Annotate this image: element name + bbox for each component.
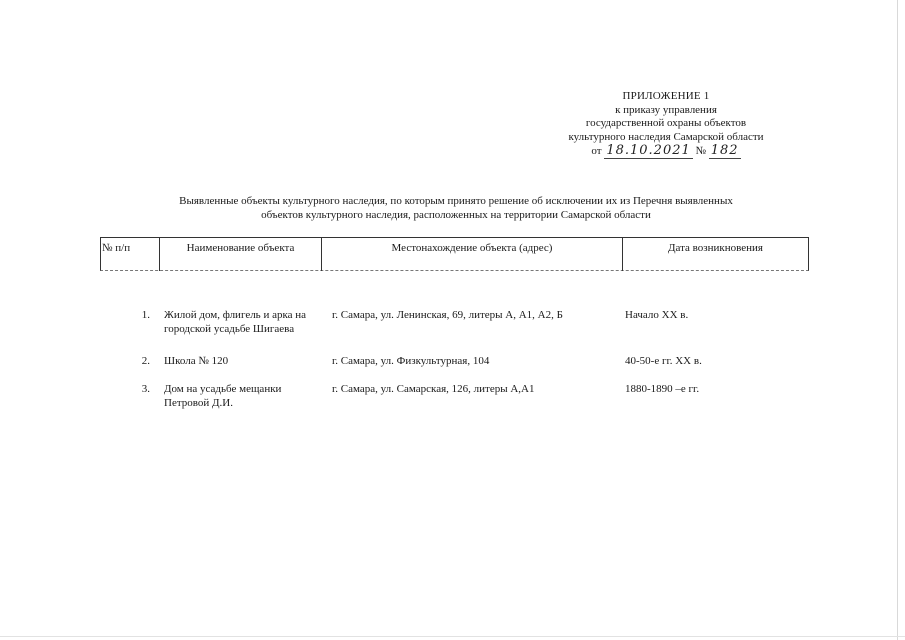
date-prefix: от — [591, 145, 602, 157]
appendix-date-line — [540, 144, 792, 159]
object-name: Дом на усадьбе мещанки Петровой Д.И. — [164, 383, 282, 409]
appendix-line-department: государственной охраны объектов — [585, 117, 747, 129]
appendix-line-region: культурного наследия Самарской области — [568, 130, 764, 143]
objects-table — [100, 237, 809, 409]
row-number: 3. — [141, 383, 150, 395]
document-heading — [100, 194, 812, 222]
row-number: 2. — [141, 355, 150, 367]
object-date: 1880-1890 –е гг. — [625, 383, 700, 395]
row-number: 1. — [141, 309, 150, 321]
table-header — [100, 237, 809, 271]
appendix-line-order: к приказу управления — [615, 103, 717, 116]
column-header-name: Наименование объекта — [159, 238, 321, 271]
heading-line-2: объектов культурного наследия, расположенных на территории Самарской области — [261, 209, 651, 221]
column-header-address: Местонахождение объекта (адрес) — [321, 238, 622, 271]
object-name: Жилой дом, флигель и арка на городской усадьбе Шигаева — [164, 309, 307, 335]
page-edge-right — [897, 0, 898, 640]
number-sign: № — [695, 145, 707, 157]
appendix-title: ПРИЛОЖЕНИЕ 1 — [622, 90, 710, 102]
column-header-number: № п/п — [102, 242, 131, 254]
object-date: Начало XX в. — [625, 309, 689, 321]
appendix-header — [540, 90, 792, 159]
object-address: г. Самара, ул. Самарская, 126, литеры А,А1 — [332, 383, 535, 395]
object-date: 40-50-е гг. XX в. — [625, 355, 702, 367]
handwritten-number: 182 — [710, 143, 739, 158]
object-name: Школа № 120 — [164, 355, 229, 367]
handwritten-date: 18.10.2021 — [606, 143, 691, 158]
page-edge-bottom — [0, 636, 905, 637]
object-address: г. Самара, ул. Ленинская, 69, литеры А, А1, А2, Б — [332, 309, 563, 321]
column-header-date: Дата возникновения — [622, 238, 808, 271]
heading-line-1: Выявленные объекты культурного наследия, по которым принято решение об исключении их из Перечня выявленных — [179, 195, 733, 207]
object-address: г. Самара, ул. Физкультурная, 104 — [332, 355, 490, 367]
